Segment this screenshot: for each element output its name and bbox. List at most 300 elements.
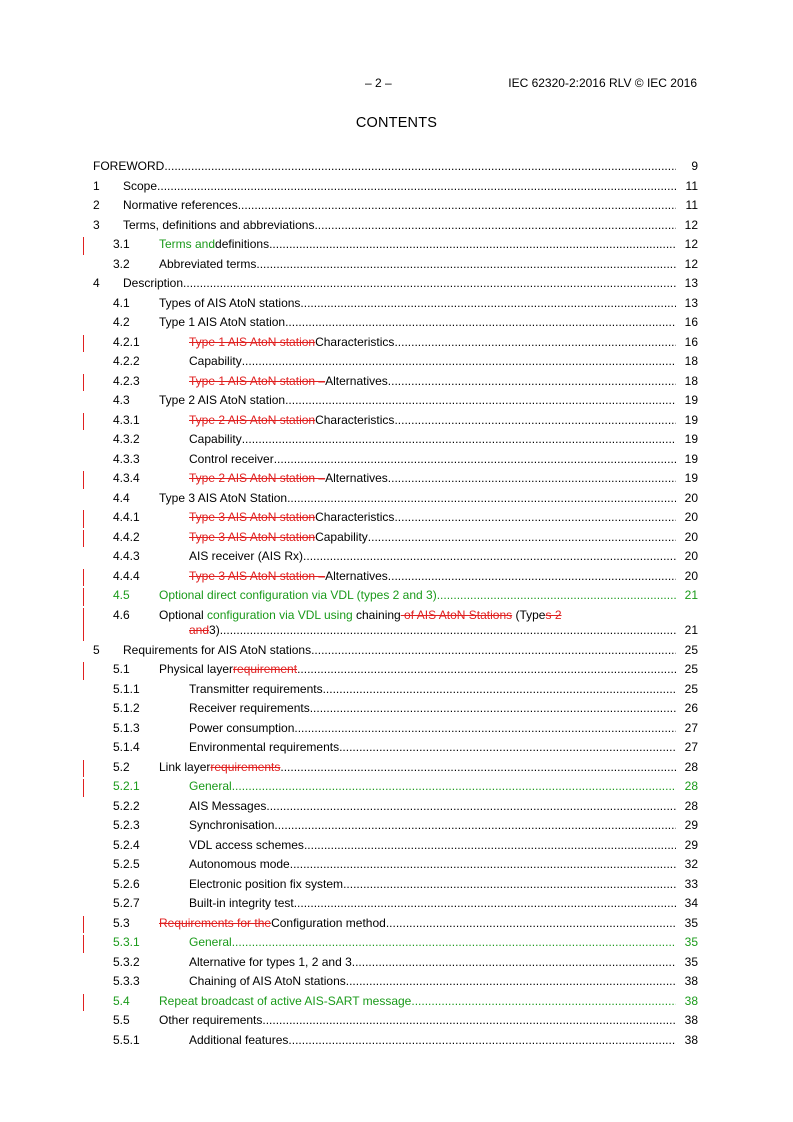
change-bar bbox=[83, 569, 84, 587]
toc-number: 4.3.2 bbox=[113, 432, 140, 446]
toc-number: 4.6 bbox=[113, 607, 130, 622]
deleted-text: and bbox=[189, 622, 210, 637]
document-id: IEC 62320-2:2016 RLV © IEC 2016 bbox=[508, 76, 697, 90]
toc-entry[interactable] bbox=[93, 586, 698, 606]
entry-text: Characteristics bbox=[315, 334, 395, 349]
toc-page-number: 11 bbox=[685, 198, 698, 212]
toc-page-number: 19 bbox=[684, 412, 698, 427]
toc-page-number: 38 bbox=[684, 993, 698, 1008]
toc-number: 5.2.4 bbox=[113, 837, 140, 852]
entry-text: Characteristics bbox=[315, 412, 395, 427]
toc-entry[interactable] bbox=[93, 972, 698, 992]
toc-title bbox=[189, 567, 676, 587]
toc-page-number: 27 bbox=[684, 720, 698, 735]
entry-text: Alternative for types 1, 2 and 3 bbox=[189, 954, 352, 969]
toc-entry[interactable] bbox=[93, 816, 698, 836]
entry-text: Alternatives bbox=[325, 471, 388, 485]
change-bar bbox=[83, 779, 84, 797]
leader-dots bbox=[314, 216, 676, 236]
leader-dots bbox=[288, 1031, 676, 1051]
leader-dots bbox=[394, 411, 676, 431]
toc-title bbox=[93, 157, 676, 177]
toc-entry[interactable] bbox=[93, 157, 698, 177]
toc-entry[interactable] bbox=[93, 894, 698, 914]
toc-page-number: 12 bbox=[684, 237, 698, 251]
entry-text: Alternatives bbox=[325, 568, 388, 583]
toc-entry[interactable] bbox=[93, 547, 698, 567]
toc-entry[interactable] bbox=[93, 875, 698, 895]
leader-dots bbox=[266, 797, 676, 817]
leader-dots bbox=[242, 352, 676, 372]
toc-page-number: 21 bbox=[684, 588, 698, 602]
entry-text: Control receiver bbox=[189, 451, 274, 466]
toc-number: 1 bbox=[93, 178, 100, 193]
leader-dots bbox=[323, 680, 676, 700]
toc-number: 3 bbox=[93, 217, 100, 232]
toc-number: 5.2.6 bbox=[113, 876, 140, 891]
toc-number: 5.1.4 bbox=[113, 740, 140, 754]
toc-title bbox=[189, 333, 676, 353]
leader-dots bbox=[220, 623, 676, 638]
deleted-text: Type 2 AIS AtoN station – bbox=[189, 471, 326, 485]
entry-text: (Type bbox=[512, 607, 546, 622]
entry-text: Autonomous mode bbox=[189, 857, 290, 871]
deleted-text: s 2 bbox=[545, 607, 562, 622]
toc-number: 5.1.1 bbox=[113, 681, 140, 696]
toc-title bbox=[159, 294, 676, 314]
toc-entry[interactable] bbox=[93, 641, 698, 661]
toc-number: 5.3 bbox=[113, 915, 130, 930]
change-bar bbox=[83, 471, 84, 489]
leader-dots bbox=[303, 547, 676, 567]
toc-entry[interactable] bbox=[93, 450, 698, 470]
entry-text: Other requirements bbox=[159, 1013, 263, 1027]
change-bar bbox=[83, 760, 84, 778]
toc-page-number: 19 bbox=[684, 393, 698, 407]
toc-entry[interactable] bbox=[93, 660, 698, 680]
entry-text: VDL access schemes bbox=[189, 837, 304, 852]
deleted-text: Type 2 AIS AtoN station bbox=[189, 412, 316, 427]
leader-dots bbox=[343, 875, 676, 895]
toc-title bbox=[189, 933, 676, 953]
leader-dots bbox=[262, 1011, 676, 1031]
toc-page-number: 25 bbox=[684, 681, 698, 696]
toc-page-number: 35 bbox=[684, 915, 698, 930]
entry-text: Characteristics bbox=[315, 510, 395, 524]
toc-number: 4.5 bbox=[113, 588, 130, 602]
entry-text: Capability bbox=[315, 529, 368, 544]
entry-text: Optional bbox=[159, 607, 208, 622]
leader-dots bbox=[352, 953, 676, 973]
toc-title bbox=[189, 894, 676, 914]
leader-dots bbox=[287, 489, 676, 509]
toc-title bbox=[189, 372, 676, 392]
toc-entry[interactable] bbox=[93, 489, 698, 509]
leader-dots bbox=[285, 313, 676, 333]
leader-dots bbox=[437, 586, 676, 606]
toc-entry[interactable] bbox=[93, 1011, 698, 1031]
toc-page-number: 29 bbox=[684, 818, 698, 832]
toc-page-number: 18 bbox=[684, 354, 698, 368]
toc-title bbox=[189, 547, 676, 567]
toc-title bbox=[123, 274, 676, 294]
deleted-text: Type 1 AIS AtoN station – bbox=[189, 373, 326, 388]
toc-title bbox=[189, 680, 676, 700]
toc-entry[interactable] bbox=[93, 333, 698, 353]
toc-page-number: 29 bbox=[684, 837, 698, 852]
entry-text: chaining bbox=[352, 607, 401, 622]
entry-text: Scope bbox=[123, 178, 158, 193]
toc-title bbox=[159, 255, 676, 275]
toc-number: 4.3.3 bbox=[113, 451, 140, 466]
toc-page-number: 35 bbox=[684, 954, 698, 969]
toc-page-number: 9 bbox=[691, 159, 698, 173]
toc-entry[interactable] bbox=[93, 508, 698, 528]
entry-text: Type 3 AIS AtoN Station bbox=[159, 490, 288, 505]
toc-page-number: 38 bbox=[684, 1032, 698, 1047]
leader-dots bbox=[274, 450, 676, 470]
change-bar bbox=[83, 994, 84, 1012]
page-number: – 2 – bbox=[365, 76, 392, 90]
toc-number: 5.2 bbox=[113, 759, 130, 774]
entry-text: Synchronisation bbox=[189, 818, 275, 832]
leader-dots bbox=[388, 567, 676, 587]
leader-dots bbox=[232, 933, 676, 953]
toc-entry[interactable] bbox=[93, 797, 698, 817]
toc-number: 5.2.2 bbox=[113, 798, 140, 813]
toc-entry[interactable] bbox=[93, 855, 698, 875]
toc-title bbox=[159, 235, 676, 255]
toc-entry[interactable] bbox=[93, 1031, 698, 1051]
toc-page-number: 25 bbox=[684, 662, 698, 676]
leader-dots bbox=[339, 738, 676, 758]
change-bar bbox=[83, 335, 84, 353]
toc-number: 5.3.1 bbox=[113, 935, 140, 949]
toc-entry[interactable] bbox=[93, 430, 698, 450]
toc-entry[interactable] bbox=[93, 177, 698, 197]
toc-title bbox=[159, 914, 676, 934]
table-of-contents bbox=[93, 157, 698, 1050]
toc-page-number: 28 bbox=[684, 779, 698, 793]
toc-page-number: 35 bbox=[684, 935, 698, 949]
toc-title bbox=[189, 699, 676, 719]
change-bar bbox=[83, 413, 84, 431]
toc-entry[interactable] bbox=[93, 469, 698, 489]
toc-page-number: 13 bbox=[684, 276, 698, 290]
entry-text: Type 2 AIS AtoN station bbox=[159, 393, 286, 407]
toc-page-number: 11 bbox=[685, 178, 698, 193]
leader-dots bbox=[294, 719, 676, 739]
toc-number: 5.1.3 bbox=[113, 720, 140, 735]
toc-title bbox=[159, 992, 676, 1012]
toc-number: 2 bbox=[93, 198, 100, 212]
toc-entry[interactable] bbox=[93, 606, 698, 641]
deleted-text: requirements bbox=[210, 759, 281, 774]
toc-number: 4.2.3 bbox=[113, 373, 140, 388]
toc-page-number: 38 bbox=[684, 974, 698, 988]
entry-text: Type 1 AIS AtoN station bbox=[159, 315, 286, 329]
toc-page-number: 12 bbox=[684, 256, 698, 271]
toc-entry[interactable] bbox=[93, 777, 698, 797]
toc-title bbox=[159, 758, 676, 778]
toc-title bbox=[189, 411, 676, 431]
toc-title bbox=[189, 972, 676, 992]
toc-title bbox=[159, 489, 676, 509]
toc-entry[interactable] bbox=[93, 567, 698, 587]
entry-text: 3) bbox=[209, 622, 220, 637]
leader-dots bbox=[269, 235, 676, 255]
toc-page-number: 28 bbox=[684, 759, 698, 774]
toc-page-number: 26 bbox=[684, 701, 698, 715]
toc-number: 4.3.1 bbox=[113, 412, 140, 427]
toc-entry[interactable] bbox=[93, 391, 698, 411]
toc-title bbox=[123, 196, 676, 216]
toc-page-number: 20 bbox=[684, 510, 698, 524]
inserted-text: configuration via VDL using bbox=[207, 607, 353, 622]
toc-entry[interactable] bbox=[93, 992, 698, 1012]
entry-text: FOREWORD bbox=[93, 159, 165, 173]
deleted-text: Type 3 AIS AtoN station – bbox=[189, 568, 326, 583]
toc-title bbox=[189, 469, 676, 489]
inserted-text: General bbox=[189, 935, 232, 949]
leader-dots bbox=[164, 157, 676, 177]
toc-page-number: 27 bbox=[684, 740, 698, 754]
toc-page-number: 20 bbox=[684, 549, 698, 563]
toc-title bbox=[189, 953, 676, 973]
leader-dots bbox=[294, 894, 676, 914]
leader-dots bbox=[285, 391, 676, 411]
leader-dots bbox=[310, 699, 676, 719]
leader-dots bbox=[386, 914, 676, 934]
leader-dots bbox=[388, 372, 676, 392]
toc-number: 4.4.2 bbox=[113, 529, 140, 544]
toc-title bbox=[123, 177, 676, 197]
inserted-text: Terms and bbox=[159, 237, 216, 251]
leader-dots bbox=[311, 641, 676, 661]
toc-number: 4.2.1 bbox=[113, 334, 140, 349]
toc-title bbox=[189, 352, 676, 372]
deleted-text: requirement bbox=[233, 662, 298, 676]
toc-entry[interactable] bbox=[93, 914, 698, 934]
toc-entry[interactable] bbox=[93, 528, 698, 548]
toc-title bbox=[189, 875, 676, 895]
toc-title bbox=[159, 1011, 676, 1031]
entry-text: Physical layer bbox=[159, 662, 234, 676]
entry-text: Capability bbox=[189, 354, 242, 368]
entry-text: Additional features bbox=[189, 1032, 289, 1047]
change-bar bbox=[83, 662, 84, 680]
toc-entry[interactable] bbox=[93, 933, 698, 953]
deleted-text: of AIS AtoN Stations bbox=[400, 607, 513, 622]
toc-number: 5.4 bbox=[113, 993, 130, 1008]
toc-title bbox=[189, 816, 676, 836]
entry-text: Transmitter requirements bbox=[189, 681, 323, 696]
toc-page-number: 38 bbox=[684, 1013, 698, 1027]
entry-text: Link layer bbox=[159, 759, 211, 774]
toc-entry[interactable] bbox=[93, 680, 698, 700]
leader-dots bbox=[157, 177, 676, 197]
toc-title bbox=[159, 313, 676, 333]
toc-page-number: 32 bbox=[684, 857, 698, 871]
change-bar bbox=[83, 608, 84, 641]
entry-text: Terms, definitions and abbreviations bbox=[123, 217, 315, 232]
toc-title bbox=[189, 719, 676, 739]
deleted-text: Type 3 AIS AtoN station bbox=[189, 510, 316, 524]
toc-number: 4.2.2 bbox=[113, 354, 140, 368]
toc-entry[interactable] bbox=[93, 196, 698, 216]
toc-entry[interactable] bbox=[93, 274, 698, 294]
toc-title-continued bbox=[189, 623, 676, 638]
toc-number: 4.4.1 bbox=[113, 510, 140, 524]
entry-text: Environmental requirements bbox=[189, 740, 340, 754]
toc-title bbox=[159, 586, 676, 606]
entry-text: Requirements for AIS AtoN stations bbox=[123, 642, 312, 657]
toc-number: 5.5.1 bbox=[113, 1032, 140, 1047]
toc-entry[interactable] bbox=[93, 699, 698, 719]
toc-number: 5.1 bbox=[113, 662, 130, 676]
toc-entry[interactable] bbox=[93, 758, 698, 778]
inserted-text: Optional direct configuration via VDL (types 2 and 3) bbox=[159, 588, 437, 602]
toc-title bbox=[189, 430, 676, 450]
change-bar bbox=[83, 510, 84, 528]
deleted-text: Requirements for the bbox=[159, 915, 272, 930]
toc-page-number: 33 bbox=[684, 876, 698, 891]
toc-number: 4 bbox=[93, 276, 100, 290]
toc-title bbox=[189, 855, 676, 875]
toc-page-number: 20 bbox=[684, 490, 698, 505]
change-bar bbox=[83, 935, 84, 953]
inserted-text: Repeat broadcast of active AIS-SART message bbox=[159, 993, 412, 1008]
leader-dots bbox=[394, 508, 676, 528]
toc-entry[interactable] bbox=[93, 255, 698, 275]
toc-page-number: 12 bbox=[684, 217, 698, 232]
toc-page-number: 18 bbox=[684, 373, 698, 388]
toc-title bbox=[189, 738, 676, 758]
toc-entry[interactable] bbox=[93, 352, 698, 372]
toc-entry[interactable] bbox=[93, 953, 698, 973]
toc-number: 5.2.5 bbox=[113, 857, 140, 871]
toc-page-number: 16 bbox=[684, 315, 698, 329]
entry-text: Built-in integrity test bbox=[189, 896, 294, 910]
toc-page-number: 28 bbox=[684, 798, 698, 813]
leader-dots bbox=[274, 816, 676, 836]
leader-dots bbox=[300, 294, 676, 314]
toc-page-number: 20 bbox=[684, 568, 698, 583]
deleted-text: Type 3 AIS AtoN station bbox=[189, 529, 316, 544]
toc-entry[interactable] bbox=[93, 411, 698, 431]
entry-text: Electronic position fix system bbox=[189, 876, 344, 891]
toc-number: 4.2 bbox=[113, 315, 130, 329]
toc-number: 5.2.3 bbox=[113, 818, 140, 832]
toc-number: 5.2.7 bbox=[113, 896, 140, 910]
toc-entry[interactable] bbox=[93, 294, 698, 314]
leader-dots bbox=[346, 972, 676, 992]
entry-text: Abbreviated terms bbox=[159, 256, 257, 271]
entry-text: AIS Messages bbox=[189, 798, 267, 813]
leader-dots bbox=[368, 528, 676, 548]
leader-dots bbox=[297, 660, 676, 680]
toc-title bbox=[123, 216, 676, 236]
change-bar bbox=[83, 237, 84, 255]
toc-page-number: 21 bbox=[684, 622, 698, 637]
toc-title bbox=[189, 836, 676, 856]
toc-number: 5.3.2 bbox=[113, 954, 140, 969]
toc-page-number: 20 bbox=[684, 529, 698, 544]
toc-page-number: 19 bbox=[684, 451, 698, 466]
toc-number: 4.4.4 bbox=[113, 568, 140, 583]
leader-dots bbox=[394, 333, 676, 353]
toc-number: 4.1 bbox=[113, 295, 130, 310]
toc-page-number: 25 bbox=[684, 642, 698, 657]
toc-entry[interactable] bbox=[93, 235, 698, 255]
toc-number: 5.2.1 bbox=[113, 779, 140, 793]
toc-number: 3.2 bbox=[113, 256, 130, 271]
toc-number: 5.3.3 bbox=[113, 974, 140, 988]
toc-title bbox=[189, 1031, 676, 1051]
leader-dots bbox=[280, 758, 676, 778]
entry-text: definitions bbox=[215, 237, 270, 251]
toc-entry[interactable] bbox=[93, 313, 698, 333]
leader-dots bbox=[411, 992, 676, 1012]
entry-text: Receiver requirements bbox=[189, 701, 310, 715]
toc-entry[interactable] bbox=[93, 719, 698, 739]
entry-text: Normative references bbox=[123, 198, 238, 212]
entry-text: Description bbox=[123, 276, 184, 290]
toc-title bbox=[189, 528, 676, 548]
leader-dots bbox=[183, 274, 676, 294]
change-bar bbox=[83, 530, 84, 548]
entry-text: AIS receiver (AIS Rx) bbox=[189, 549, 304, 563]
toc-number: 4.4 bbox=[113, 490, 130, 505]
toc-entry[interactable] bbox=[93, 216, 698, 236]
toc-number: 5 bbox=[93, 642, 100, 657]
entry-text: Alternatives bbox=[325, 373, 388, 388]
leader-dots bbox=[242, 430, 676, 450]
entry-text: Configuration method bbox=[271, 915, 386, 930]
deleted-text: Type 1 AIS AtoN station bbox=[189, 334, 316, 349]
inserted-text: General bbox=[189, 779, 232, 793]
toc-number: 4.3.4 bbox=[113, 471, 140, 485]
leader-dots bbox=[256, 255, 676, 275]
toc-title bbox=[189, 508, 676, 528]
toc-title bbox=[159, 391, 676, 411]
toc-page-number: 19 bbox=[684, 471, 698, 485]
entry-text: Power consumption bbox=[189, 720, 295, 735]
leader-dots bbox=[290, 855, 676, 875]
toc-title bbox=[189, 450, 676, 470]
toc-page-number: 16 bbox=[684, 334, 698, 349]
toc-title bbox=[189, 777, 676, 797]
toc-entry[interactable] bbox=[93, 836, 698, 856]
entry-text: Capability bbox=[189, 432, 242, 446]
toc-number: 5.5 bbox=[113, 1013, 130, 1027]
toc-title bbox=[159, 608, 676, 623]
page-title: CONTENTS bbox=[355, 115, 438, 131]
entry-text: Types of AIS AtoN stations bbox=[159, 295, 301, 310]
toc-page-number: 19 bbox=[684, 432, 698, 446]
leader-dots bbox=[388, 469, 676, 489]
toc-number: 4.4.3 bbox=[113, 549, 140, 563]
toc-entry[interactable] bbox=[93, 738, 698, 758]
toc-title bbox=[159, 660, 676, 680]
leader-dots bbox=[232, 777, 676, 797]
toc-entry[interactable] bbox=[93, 372, 698, 392]
toc-page-number: 34 bbox=[684, 896, 698, 910]
toc-number: 4.3 bbox=[113, 393, 130, 407]
toc-title bbox=[189, 797, 676, 817]
toc-page-number: 13 bbox=[684, 295, 698, 310]
toc-title bbox=[123, 641, 676, 661]
